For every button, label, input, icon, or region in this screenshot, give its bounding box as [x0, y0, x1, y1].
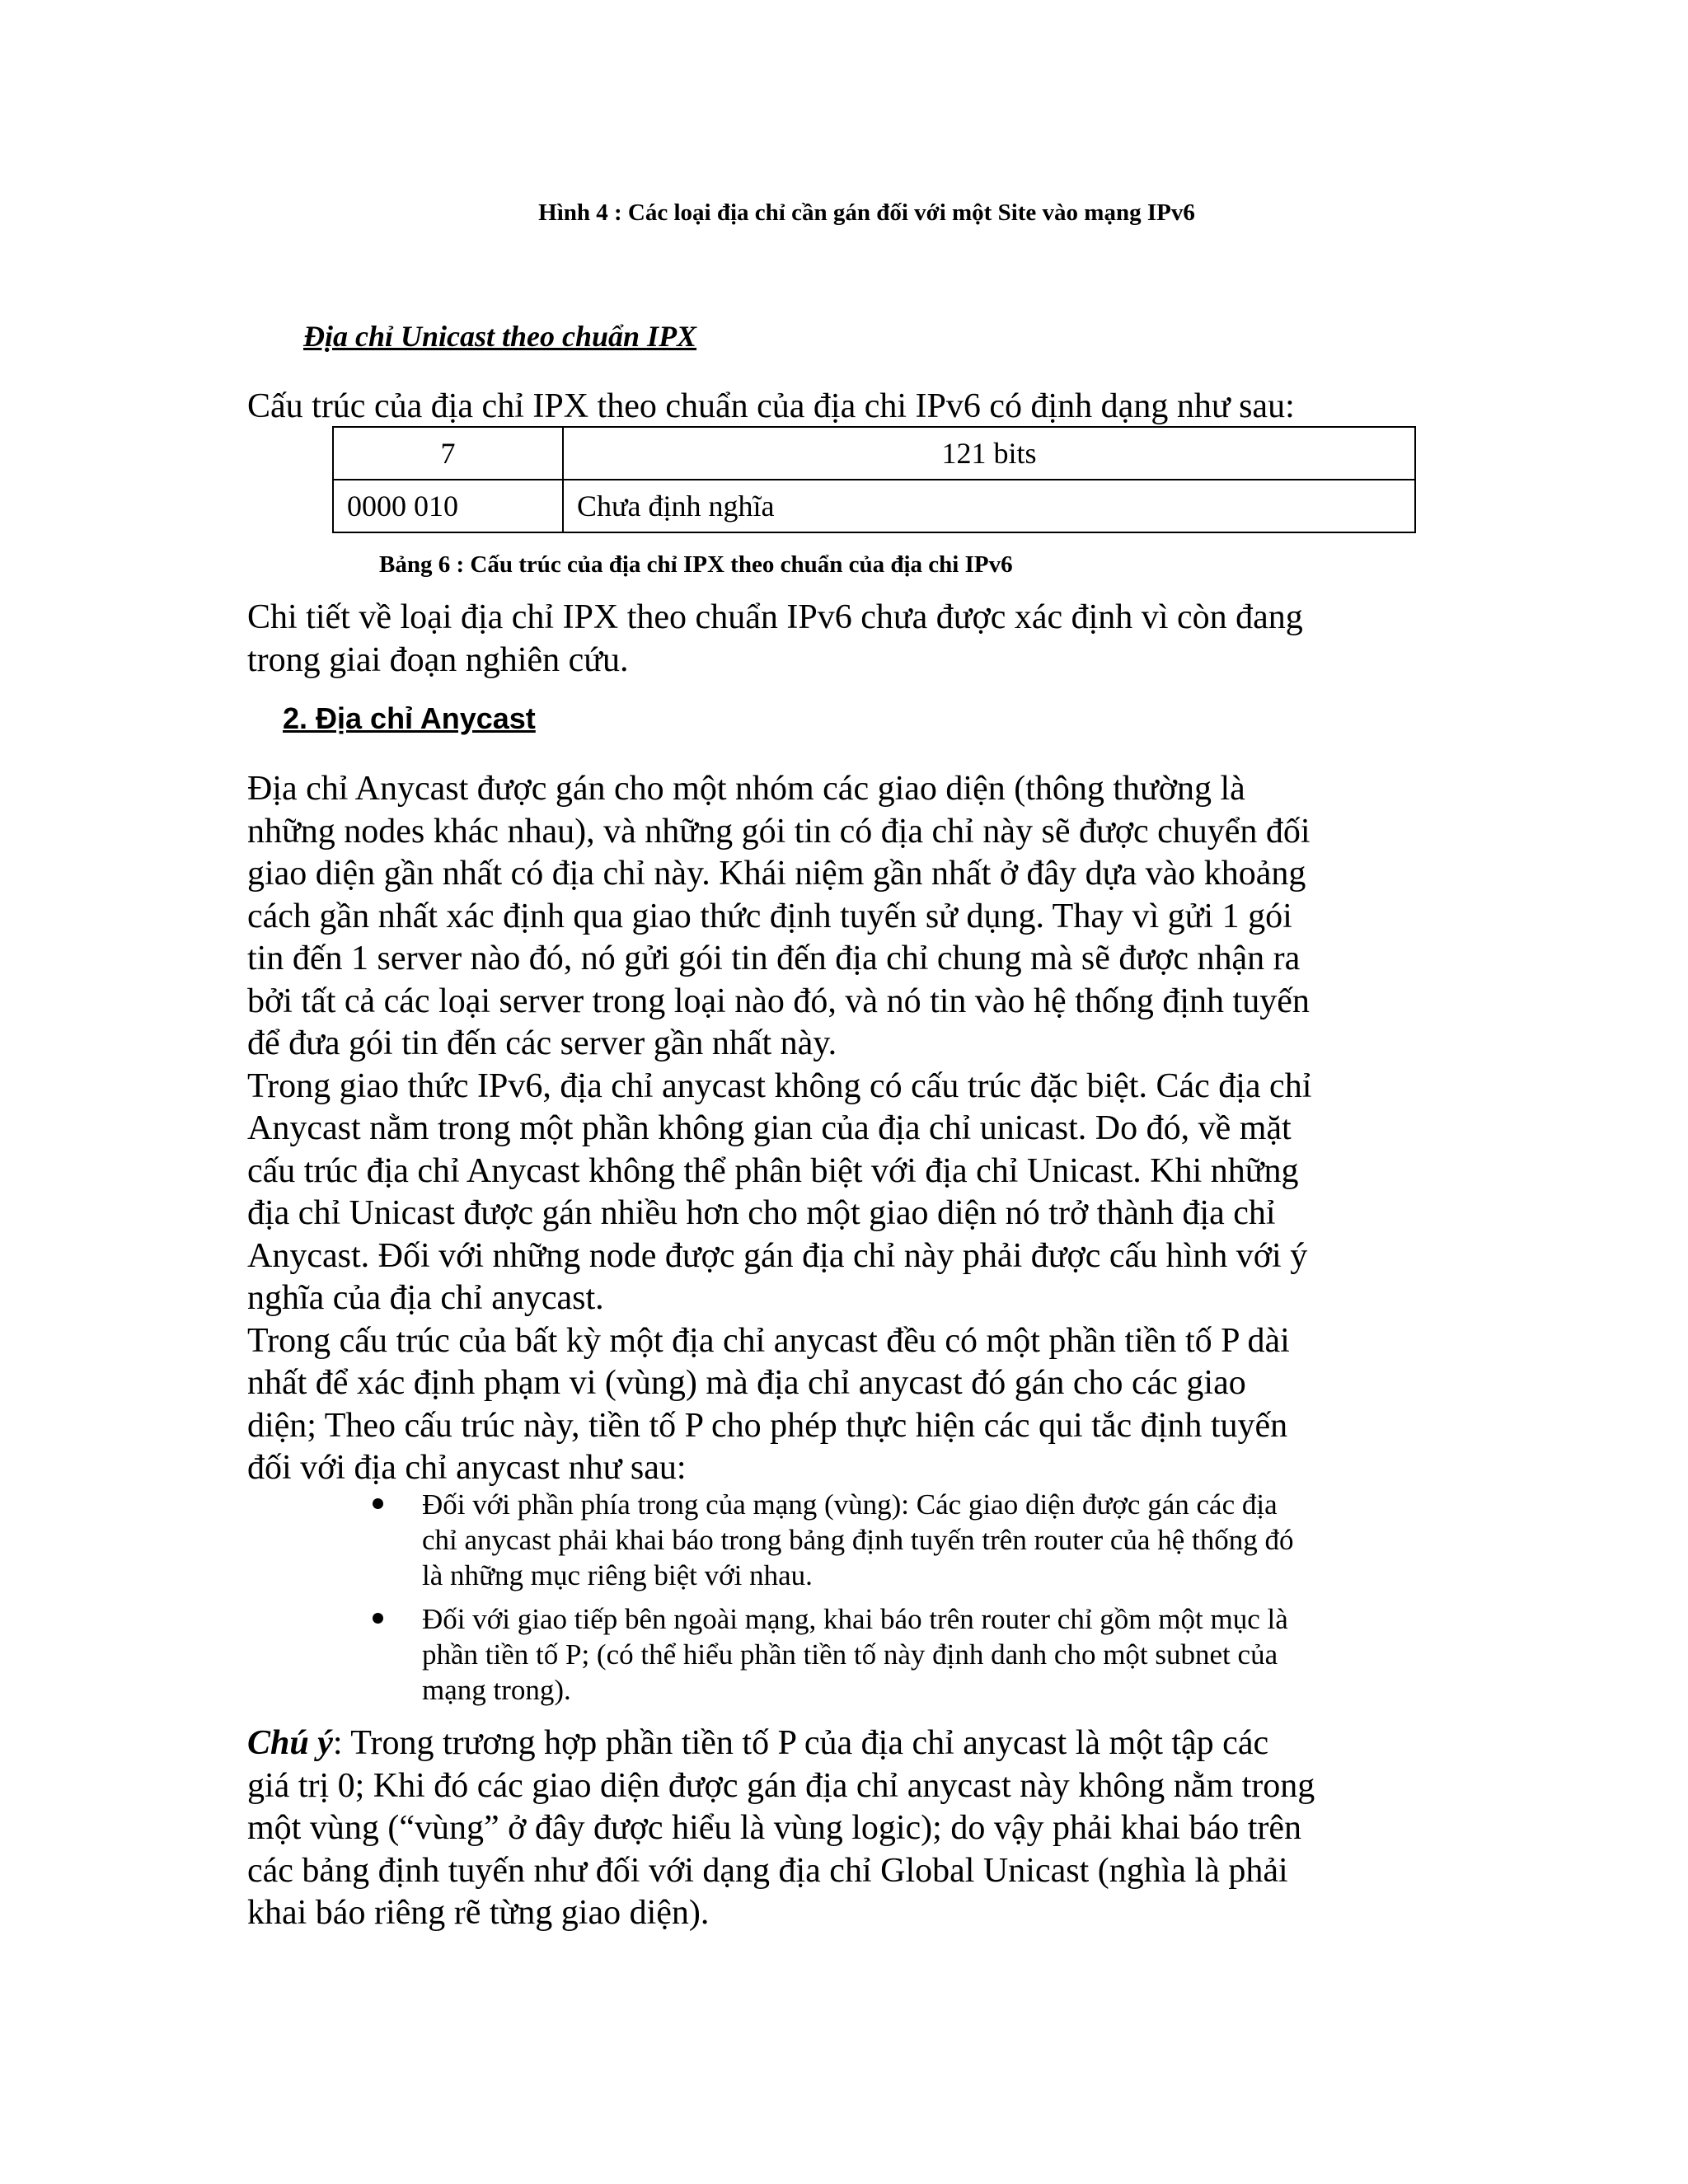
text-line: các bảng định tuyến như đối với dạng địa chỉ Global Unicast (nghìa là phải: [247, 1851, 1288, 1890]
text-line: chỉ anycast phải khai báo trong bảng định tuyến trên router của hệ thống đó: [422, 1524, 1294, 1556]
list-item: [373, 1601, 1428, 1708]
text-line: phần tiền tố P; (có thể hiểu phần tiền tố này định danh cho một subnet của: [422, 1638, 1278, 1671]
intro-paragraph: Cấu trúc của địa chỉ IPX theo chuẩn của địa chi IPv6 có định dạng như sau:: [247, 387, 1295, 425]
text-line: khai báo riêng rẽ từng giao diện).: [247, 1894, 710, 1932]
text-line: giá trị 0; Khi đó các giao diện được gán địa chỉ anycast này không nằm trong: [247, 1766, 1315, 1805]
text-line: Đối với phần phía trong của mạng (vùng): Các giao diện được gán các địa: [422, 1488, 1278, 1521]
text-line: nghĩa của địa chỉ anycast.: [247, 1279, 604, 1317]
text-line: cấu trúc địa chỉ Anycast không thể phân biệt với địa chỉ Unicast. Khi những: [247, 1151, 1299, 1190]
table-cell: 0000 010: [333, 480, 563, 532]
note-paragraph: [247, 1722, 1315, 1935]
text-line: mạng trong).: [422, 1674, 571, 1706]
text-line: những nodes khác nhau), và những gói tin có địa chỉ này sẽ được chuyển đối: [247, 812, 1311, 851]
text-line: một vùng (“vùng” ở đây được hiểu là vùng logic); do vậy phải khai báo trên: [247, 1809, 1302, 1847]
text-line: bởi tất cả các loại server trong loại nào đó, và nó tin vào hệ thống định tuyến: [247, 982, 1310, 1020]
figure-caption: Hình 4 : Các loại địa chỉ cần gán đối với một Site vào mạng IPv6: [538, 199, 1195, 226]
text-line: nhất để xác định phạm vi (vùng) mà địa chỉ anycast đó gán cho các giao: [247, 1364, 1246, 1402]
ipx-structure-table: [332, 426, 1416, 533]
text-line: trong giai đoạn nghiên cứu.: [247, 640, 629, 679]
detail-paragraph: [247, 597, 1303, 682]
note-text: : Trong trương hợp phần tiền tố P của địa chỉ anycast là một tập các: [332, 1724, 1269, 1762]
text-line: cách gần nhất xác định qua giao thức định tuyến sử dụng. Thay vì gửi 1 gói: [247, 897, 1292, 935]
text-line: Anycast. Đối với những node được gán địa chỉ này phải được cấu hình với ý: [247, 1236, 1308, 1275]
table-row: [333, 427, 1415, 480]
text-line: địa chỉ Unicast được gán nhiều hơn cho một giao diện nó trở thành địa chỉ: [247, 1194, 1276, 1232]
table-cell: Chưa định nghĩa: [563, 480, 1415, 532]
text-line: [247, 1722, 1315, 1765]
note-label: Chú ý: [247, 1724, 333, 1762]
bullet-icon: [373, 1498, 383, 1509]
text-line: Trong cấu trúc của bất kỳ một địa chỉ anycast đều có một phần tiền tố P dài: [247, 1321, 1290, 1360]
subheading-ipx-unicast: Địa chỉ Unicast theo chuẩn IPX: [303, 320, 697, 353]
anycast-body: [247, 768, 1311, 1490]
section-heading-anycast: 2. Địa chỉ Anycast: [283, 701, 536, 735]
table-cell: 121 bits: [563, 427, 1415, 480]
text-line: Anycast nằm trong một phần không gian của địa chỉ unicast. Do đó, về mặt: [247, 1109, 1292, 1147]
table-row: [333, 480, 1415, 532]
table-caption: Bảng 6 : Cấu trúc của địa chỉ IPX theo chuẩn của địa chi IPv6: [379, 551, 1013, 578]
text-line: đối với địa chỉ anycast như sau:: [247, 1449, 687, 1487]
table-cell: 7: [333, 427, 563, 480]
bullet-icon: [373, 1613, 383, 1624]
text-line: để đưa gói tin đến các server gần nhất này.: [247, 1024, 837, 1062]
text-line: diện; Theo cấu trúc này, tiền tố P cho phép thực hiện các qui tắc định tuyến: [247, 1406, 1288, 1445]
text-line: Trong giao thức IPv6, địa chỉ anycast không có cấu trúc đặc biệt. Các địa chỉ: [247, 1066, 1312, 1105]
text-line: Địa chỉ Anycast được gán cho một nhóm các giao diện (thông thường là: [247, 770, 1245, 808]
text-line: là những mục riêng biệt với nhau.: [422, 1559, 813, 1591]
text-line: Chi tiết về loại địa chỉ IPX theo chuẩn IPv6 chưa được xác định vì còn đang: [247, 598, 1303, 636]
list-item: [373, 1487, 1428, 1593]
text-line: giao diện gần nhất có địa chỉ này. Khái niệm gần nhất ở đây dựa vào khoảng: [247, 855, 1306, 893]
text-line: tin đến 1 server nào đó, nó gửi gói tin đến địa chỉ chung mà sẽ được nhận ra: [247, 940, 1301, 977]
text-line: Đối với giao tiếp bên ngoài mạng, khai báo trên router chỉ gồm một mục là: [422, 1603, 1288, 1635]
routing-rules-list: [373, 1487, 1428, 1716]
